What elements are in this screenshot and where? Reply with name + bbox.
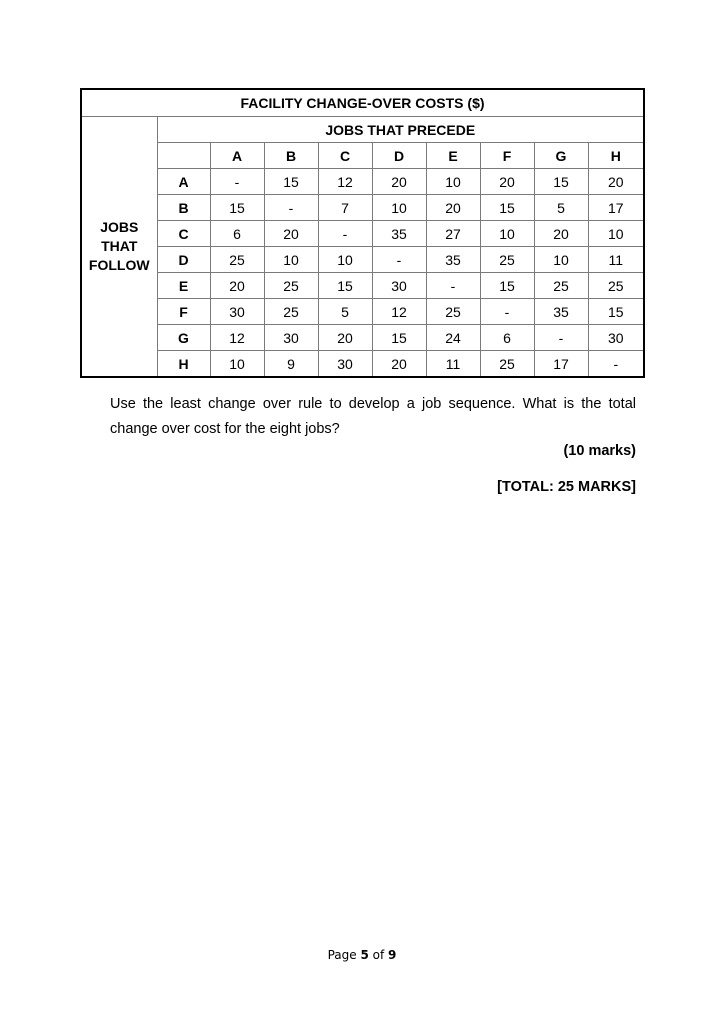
- table-row: [81, 247, 644, 273]
- column-header: E: [426, 143, 480, 169]
- column-header: F: [480, 143, 534, 169]
- table-cell: -: [318, 221, 372, 247]
- table-row: [81, 325, 644, 351]
- table-cell: 17: [534, 351, 588, 378]
- table-cell: 12: [210, 325, 264, 351]
- page-prefix: Page: [327, 948, 361, 962]
- column-header: G: [534, 143, 588, 169]
- table-cell: 20: [588, 169, 644, 195]
- table-cell: 10: [426, 169, 480, 195]
- table-cell: 25: [480, 247, 534, 273]
- table-cell: 15: [588, 299, 644, 325]
- table-cell: 20: [372, 169, 426, 195]
- table-cell: 35: [372, 221, 426, 247]
- table-cell: 30: [318, 351, 372, 378]
- table-cell: 25: [426, 299, 480, 325]
- table-cell: 6: [210, 221, 264, 247]
- row-header: D: [157, 247, 210, 273]
- page-number: 5: [360, 948, 369, 962]
- question-text: Use the least change over rule to develop a job sequence. What is the total change over cost for the eight jobs?: [110, 396, 636, 437]
- table-cell: 20: [264, 221, 318, 247]
- table-row: [81, 169, 644, 195]
- corner-cell: [157, 143, 210, 169]
- table-cell: 6: [480, 325, 534, 351]
- table-cell: 20: [318, 325, 372, 351]
- table-cell: -: [480, 299, 534, 325]
- table-row: [81, 221, 644, 247]
- table-cell: -: [372, 247, 426, 273]
- table-cell: 15: [480, 195, 534, 221]
- table-cell: 35: [426, 247, 480, 273]
- table-cell: 35: [534, 299, 588, 325]
- table-cell: 17: [588, 195, 644, 221]
- table-cell: 9: [264, 351, 318, 378]
- table-cell: 20: [210, 273, 264, 299]
- table-row: [81, 351, 644, 378]
- table-cell: 30: [264, 325, 318, 351]
- table-cell: 12: [318, 169, 372, 195]
- table-row: [81, 273, 644, 299]
- table-cell: 30: [372, 273, 426, 299]
- table-cell: 10: [534, 247, 588, 273]
- row-header: A: [157, 169, 210, 195]
- page-of: of: [368, 948, 389, 962]
- row-header: E: [157, 273, 210, 299]
- table-cell: 27: [426, 221, 480, 247]
- table-cell: 20: [534, 221, 588, 247]
- column-header: B: [264, 143, 318, 169]
- column-header: A: [210, 143, 264, 169]
- table-cell: 12: [372, 299, 426, 325]
- table-cell: 15: [372, 325, 426, 351]
- table-cell: 5: [534, 195, 588, 221]
- table-cell: 5: [318, 299, 372, 325]
- table-cell: 10: [480, 221, 534, 247]
- table-cell: 24: [426, 325, 480, 351]
- total-marks: [TOTAL: 25 MARKS]: [497, 479, 636, 495]
- table-cell: 25: [264, 273, 318, 299]
- table-cell: 15: [318, 273, 372, 299]
- table-cell: 15: [210, 195, 264, 221]
- table-row: [81, 195, 644, 221]
- column-header: C: [318, 143, 372, 169]
- table-cell: -: [588, 351, 644, 378]
- table-cell: -: [426, 273, 480, 299]
- table-cell: 10: [318, 247, 372, 273]
- row-header: B: [157, 195, 210, 221]
- table-cell: 20: [426, 195, 480, 221]
- changeover-cost-table: [80, 88, 645, 378]
- column-header-row: [81, 143, 644, 169]
- row-header: G: [157, 325, 210, 351]
- table-cell: 10: [372, 195, 426, 221]
- table-cell: 10: [210, 351, 264, 378]
- column-header: H: [588, 143, 644, 169]
- table-cell: -: [534, 325, 588, 351]
- table-cell: -: [210, 169, 264, 195]
- follow-label-line: FOLLOW: [88, 257, 150, 273]
- table-cell: 30: [210, 299, 264, 325]
- follow-label-line: THAT: [101, 238, 138, 254]
- table-cell: 15: [534, 169, 588, 195]
- table-cell: 10: [588, 221, 644, 247]
- follow-label-line: JOBS: [100, 219, 139, 235]
- table-title: FACILITY CHANGE-OVER COSTS ($): [81, 89, 644, 117]
- table-cell: 10: [264, 247, 318, 273]
- column-header: D: [372, 143, 426, 169]
- jobs-that-precede-label: JOBS THAT PRECEDE: [157, 117, 644, 143]
- table-cell: 15: [480, 273, 534, 299]
- table-cell: 25: [210, 247, 264, 273]
- table-cell: 11: [426, 351, 480, 378]
- page-total: 9: [388, 948, 397, 962]
- question-marks: (10 marks): [563, 443, 636, 459]
- row-header: C: [157, 221, 210, 247]
- table-cell: 30: [588, 325, 644, 351]
- row-header: F: [157, 299, 210, 325]
- table-cell: 15: [264, 169, 318, 195]
- table-cell: 25: [534, 273, 588, 299]
- table-cell: 11: [588, 247, 644, 273]
- table-cell: 25: [480, 351, 534, 378]
- table-cell: 25: [588, 273, 644, 299]
- table-cell: 20: [480, 169, 534, 195]
- jobs-that-follow-label: [81, 117, 157, 378]
- table-cell: -: [264, 195, 318, 221]
- table-cell: 20: [372, 351, 426, 378]
- table-cell: 25: [264, 299, 318, 325]
- row-header: H: [157, 351, 210, 378]
- table-row: [81, 299, 644, 325]
- page-footer: [0, 948, 724, 962]
- table-cell: 7: [318, 195, 372, 221]
